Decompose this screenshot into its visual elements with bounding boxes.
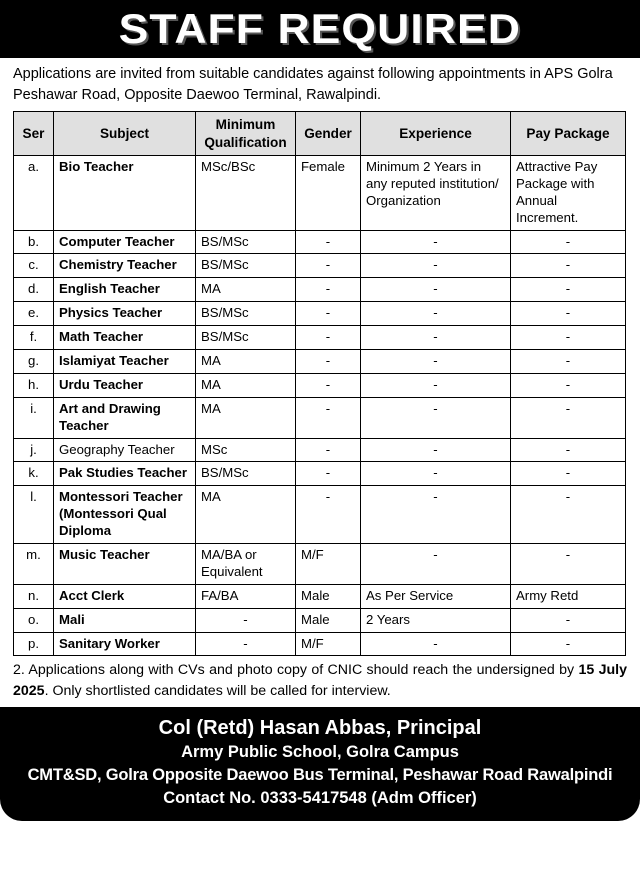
table-row — [14, 326, 626, 350]
table-row — [14, 543, 626, 584]
cell-qualification: MSc/BSc — [196, 155, 296, 230]
table-row — [14, 397, 626, 438]
cell-experience: - — [361, 230, 511, 254]
cell-experience: - — [361, 397, 511, 438]
cell-pay: - — [511, 462, 626, 486]
cell-experience: - — [361, 326, 511, 350]
cell-pay: - — [511, 373, 626, 397]
table-row — [14, 349, 626, 373]
cell-pay: - — [511, 632, 626, 656]
table-row — [14, 230, 626, 254]
cell-pay: - — [511, 230, 626, 254]
cell-subject: Chemistry Teacher — [54, 254, 196, 278]
cell-pay: - — [511, 254, 626, 278]
cell-subject: Islamiyat Teacher — [54, 349, 196, 373]
table-header-row — [14, 112, 626, 156]
intro-paragraph: Applications are invited from suitable candidates against following appointments in APS Golra Peshawar Road, Opposite Daewoo Terminal, Rawalpindi. — [13, 66, 613, 103]
qualification-header-line1: Minimum — [215, 117, 276, 133]
cell-experience: - — [361, 254, 511, 278]
cell-ser: c. — [14, 254, 54, 278]
cell-qualification: FA/BA — [196, 584, 296, 608]
cell-qualification: MA — [196, 486, 296, 544]
cell-pay: - — [511, 486, 626, 544]
cell-experience: - — [361, 462, 511, 486]
cell-qualification: BS/MSc — [196, 326, 296, 350]
cell-experience: Minimum 2 Years in any reputed institution/ Organization — [361, 155, 511, 230]
cell-gender: - — [296, 373, 361, 397]
cell-gender: Male — [296, 584, 361, 608]
cell-gender: - — [296, 326, 361, 350]
cell-pay: Army Retd — [511, 584, 626, 608]
cell-pay: - — [511, 543, 626, 584]
cell-experience: - — [361, 632, 511, 656]
column-header-subject: Subject — [54, 112, 196, 156]
cell-experience: As Per Service — [361, 584, 511, 608]
cell-gender: - — [296, 278, 361, 302]
cell-subject: Math Teacher — [54, 326, 196, 350]
cell-qualification: - — [196, 608, 296, 632]
table-row — [14, 584, 626, 608]
cell-gender: - — [296, 230, 361, 254]
cell-gender: - — [296, 438, 361, 462]
column-header-pay-package: Pay Package — [511, 112, 626, 156]
cell-subject: Sanitary Worker — [54, 632, 196, 656]
cell-ser: o. — [14, 608, 54, 632]
cell-qualification: - — [196, 632, 296, 656]
cell-qualification: MA/BA or Equivalent — [196, 543, 296, 584]
cell-ser: k. — [14, 462, 54, 486]
cell-experience: - — [361, 373, 511, 397]
cell-qualification: MA — [196, 349, 296, 373]
cell-ser: g. — [14, 349, 54, 373]
table-row — [14, 608, 626, 632]
cell-qualification: BS/MSc — [196, 254, 296, 278]
cell-gender: - — [296, 349, 361, 373]
cell-gender: Female — [296, 155, 361, 230]
application-note — [8, 656, 632, 706]
principal-name: Col (Retd) Hasan Abbas, Principal — [158, 716, 482, 739]
cell-experience: - — [361, 486, 511, 544]
cell-pay: - — [511, 608, 626, 632]
cell-experience: - — [361, 349, 511, 373]
qualification-header-line2: Qualification — [204, 134, 287, 150]
advertisement-body — [0, 58, 640, 707]
cell-qualification: MA — [196, 278, 296, 302]
cell-ser: a. — [14, 155, 54, 230]
cell-pay: - — [511, 438, 626, 462]
cell-subject: Montessori Teacher (Montessori Qual Diploma — [54, 486, 196, 544]
cell-ser: h. — [14, 373, 54, 397]
cell-ser: f. — [14, 326, 54, 350]
cell-gender: - — [296, 397, 361, 438]
school-address: CMT&SD, Golra Opposite Daewoo Bus Terminal, Peshawar Road Rawalpindi — [27, 765, 613, 784]
contact-footer — [0, 707, 640, 822]
cell-subject: Computer Teacher — [54, 230, 196, 254]
cell-subject: Physics Teacher — [54, 302, 196, 326]
cell-gender: - — [296, 486, 361, 544]
cell-ser: m. — [14, 543, 54, 584]
cell-pay: Attractive Pay Package with Annual Increment. — [511, 155, 626, 230]
page-title: STAFF REQUIRED — [118, 5, 522, 52]
table-body — [14, 155, 626, 655]
cell-subject: Geography Teacher — [54, 438, 196, 462]
cell-gender: M/F — [296, 632, 361, 656]
cell-qualification: BS/MSc — [196, 462, 296, 486]
table-row — [14, 373, 626, 397]
cell-qualification: MA — [196, 397, 296, 438]
cell-ser: n. — [14, 584, 54, 608]
cell-subject: Bio Teacher — [54, 155, 196, 230]
school-name: Army Public School, Golra Campus — [181, 743, 459, 761]
column-header-gender: Gender — [296, 112, 361, 156]
cell-ser: e. — [14, 302, 54, 326]
contact-number: Contact No. 0333-5417548 (Adm Officer) — [163, 788, 477, 807]
header-banner — [0, 0, 640, 58]
column-header-ser: Ser — [14, 112, 54, 156]
table-row — [14, 632, 626, 656]
cell-experience: - — [361, 278, 511, 302]
cell-gender: M/F — [296, 543, 361, 584]
cell-pay: - — [511, 326, 626, 350]
cell-subject: English Teacher — [54, 278, 196, 302]
cell-pay: - — [511, 397, 626, 438]
vacancies-table — [13, 111, 626, 656]
cell-subject: Mali — [54, 608, 196, 632]
cell-experience: - — [361, 543, 511, 584]
cell-subject: Music Teacher — [54, 543, 196, 584]
table-row — [14, 254, 626, 278]
cell-ser: l. — [14, 486, 54, 544]
cell-ser: b. — [14, 230, 54, 254]
cell-pay: - — [511, 349, 626, 373]
note-suffix: . Only shortlisted candidates will be called for interview. — [44, 683, 391, 700]
cell-experience: 2 Years — [361, 608, 511, 632]
cell-experience: - — [361, 302, 511, 326]
cell-subject: Pak Studies Teacher — [54, 462, 196, 486]
cell-subject: Acct Clerk — [54, 584, 196, 608]
cell-subject: Art and Drawing Teacher — [54, 397, 196, 438]
column-header-qualification — [196, 112, 296, 156]
cell-ser: i. — [14, 397, 54, 438]
note-prefix: 2. Applications along with CVs and photo copy of CNIC should reach the undersigned by — [13, 662, 579, 679]
column-header-experience: Experience — [361, 112, 511, 156]
table-row — [14, 486, 626, 544]
cell-subject: Urdu Teacher — [54, 373, 196, 397]
cell-qualification: MSc — [196, 438, 296, 462]
cell-qualification: BS/MSc — [196, 302, 296, 326]
table-row — [14, 155, 626, 230]
cell-gender: - — [296, 302, 361, 326]
cell-gender: - — [296, 462, 361, 486]
cell-pay: - — [511, 302, 626, 326]
cell-qualification: MA — [196, 373, 296, 397]
table-row — [14, 438, 626, 462]
cell-ser: p. — [14, 632, 54, 656]
table-row — [14, 462, 626, 486]
cell-gender: - — [296, 254, 361, 278]
cell-ser: d. — [14, 278, 54, 302]
cell-pay: - — [511, 278, 626, 302]
table-row — [14, 302, 626, 326]
cell-qualification: BS/MSc — [196, 230, 296, 254]
table-row — [14, 278, 626, 302]
cell-experience: - — [361, 438, 511, 462]
note-deadline: 15 July 2025 — [13, 662, 627, 700]
cell-ser: j. — [14, 438, 54, 462]
cell-gender: Male — [296, 608, 361, 632]
